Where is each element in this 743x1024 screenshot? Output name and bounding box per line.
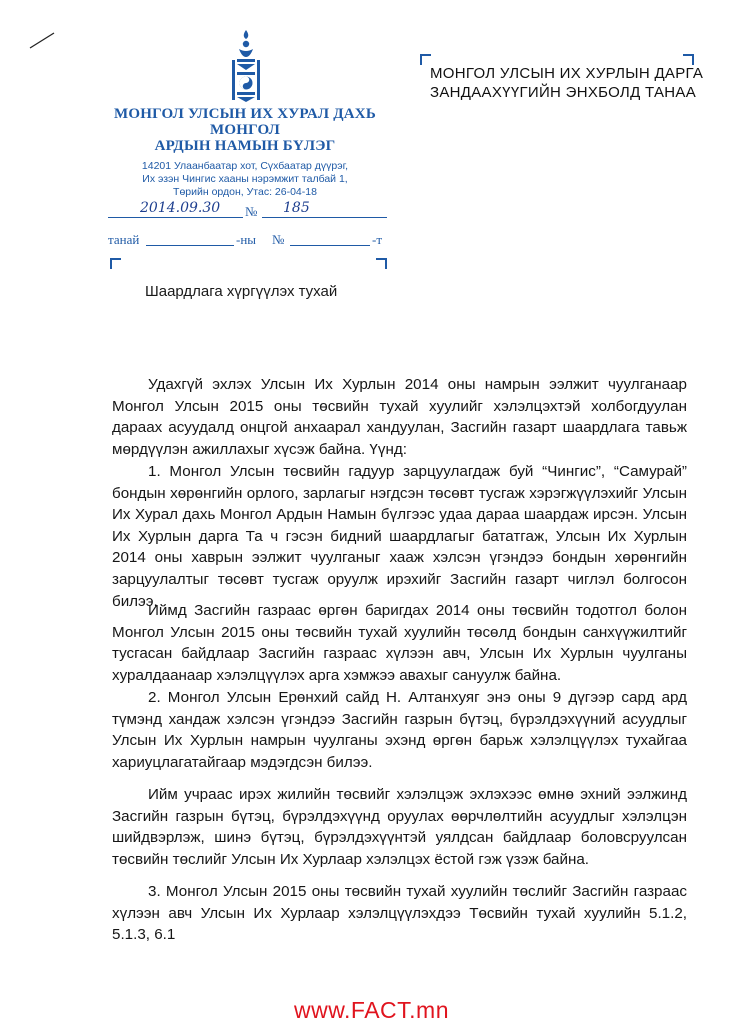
body-paragraph-1 <box>112 374 687 460</box>
paragraph-text: 2. Монгол Улсын Ерөнхий сайд Н. Алтанхуяг энэ оны 9 дүгээр сард ард түмэнд хандаж хэлсэн үгэндээ Засгийн газрын бүтэц, бүрэлдэхүүний асуудлыг Улсын Их Хурлын намрын чуулганы эхэнд өргөн барьж хэлэлцүүлэх тухайгаа хариуцлагатайгаар мэдэгдсэн билээ. <box>112 689 687 771</box>
paragraph-text: Ийм учраас ирэх жилийн төсвийг хэлэлцэж эхлэхээс өмнө эхний ээлжинд Засгийн газрын бүтэц, бүрэлдэхүүнд оруулах өөрчлөлтийн асуудлыг хэлэлцэн шийдвэрлэж, шинэ бүтэц, бүрэлдэхүүнтэй уялдсан байдлаар боловсруулсан төсвийн төслийг Улсын Их Хурлаар хэлэлцэх ёстой гэж үзэж байна. <box>112 786 687 868</box>
footer-watermark: www.FACT.mn <box>293 997 450 1023</box>
addressee-line1: МОНГОЛ УЛСЫН ИХ ХУРЛЫН ДАРГА <box>430 65 704 82</box>
paragraph-text: Иймд Засгийн газраас өргөн баригдах 2014 оны төсвийн тодотгол болон Монгол Улсын 2015 оны төсвийн тухай хуулийн төсөлд бондын санхүүжилтийг тусгасан байдлаар Засгийн газраас хүлээн авч, Улсын Их Хурлын чуулганы хуралдаанаар хэлэлцүүлэх арга хэмжээ авахыг сануулж байна. <box>112 602 687 684</box>
number-underline <box>262 216 387 218</box>
ny-label: -ны <box>236 232 257 247</box>
body-paragraph-4 <box>112 687 687 773</box>
address-line1: 14201 Улаанбаатар хот, Сүхбаатар дүүрэг, <box>141 160 349 172</box>
subject-corner-right <box>376 258 387 269</box>
address-line3: Төрийн ордон, Утас: 26-04-18 <box>173 186 317 198</box>
your-label: танай <box>108 232 140 247</box>
body-paragraph-2 <box>112 461 687 612</box>
date-handwritten: 2014.09.30 <box>140 200 221 216</box>
your-date-underline <box>146 244 234 246</box>
body-paragraph-5 <box>112 784 687 870</box>
no-label2: № <box>272 232 285 247</box>
org-name-line3: АРДЫН НАМЫН БҮЛЭГ <box>154 138 336 154</box>
paragraph-text: 1. Монгол Улсын төсвийн гадуур зарцуулагдаж буй “Чингис”, “Самурай” бондын хөрөнгийн орлого, зарлагыг нэгдсэн төсөвт тусгаж хэрэгжүүлэхийг Улсын Их Хурал дахь Монгол Ардын Намын бүлгээс удаа дараа шаардаж ирсэн. Улсын Их Хурлын дарга Та ч гэсэн бидний шаардлагыг бататгаж, Улсын Их Хурлын 2014 оны хаврын ээлжит чуулганыг хааж хэлсэн үгэндээ бондын хөрөнгийн зарцуулалтыг төсөвт тусгаж оруулж ирэхийг Засгийн газарт чиглэл болгосон билээ. <box>112 463 687 610</box>
t-label: -т <box>372 232 383 247</box>
paragraph-text: 3. Монгол Улсын 2015 оны төсвийн тухай хуулийн төслийг Засгийн газраас хүлээн авч Улсын Их Хурлаар хэлэлцүүлэхдээ Төсвийн тухай хуулийн 5.1.2, 5.1.3, 6.1 <box>112 883 687 944</box>
pen-mark <box>28 30 56 50</box>
body-paragraph-3 <box>112 600 687 686</box>
subject-corner-left <box>110 258 121 269</box>
address-line2: Их эзэн Чингис хааны нэрэмжит талбай 1, <box>142 173 348 185</box>
date-underline <box>108 216 243 218</box>
org-name-line2: МОНГОЛ <box>210 122 280 138</box>
soyombo-emblem-icon <box>228 28 264 104</box>
addressee-line2: ЗАНДААХҮҮГИЙН ЭНХБОЛД ТАНАА <box>430 84 697 101</box>
body-paragraph-6 <box>112 881 687 946</box>
your-number-underline <box>290 244 370 246</box>
paragraph-text: Удахгүй эхлэх Улсын Их Хурлын 2014 оны намрын ээлжит чуулганаар Монгол Улсын 2015 оны төсвийн тухай хуулийг хэлэлцэхтэй холбогдуулан дараах асуудалд онцгой анхаарал хандуулан, Засгийн газарт шаардлага тавьж мөрдүүлэн ажиллахыг хүсэж байна. Үүнд: <box>112 376 687 458</box>
subject-line: Шаардлага хүргүүлэх тухай <box>145 283 338 300</box>
number-label: № <box>245 204 258 219</box>
org-name-line1: МОНГОЛ УЛСЫН ИХ ХУРАЛ ДАХЬ <box>114 106 376 122</box>
number-handwritten: 185 <box>283 200 310 216</box>
